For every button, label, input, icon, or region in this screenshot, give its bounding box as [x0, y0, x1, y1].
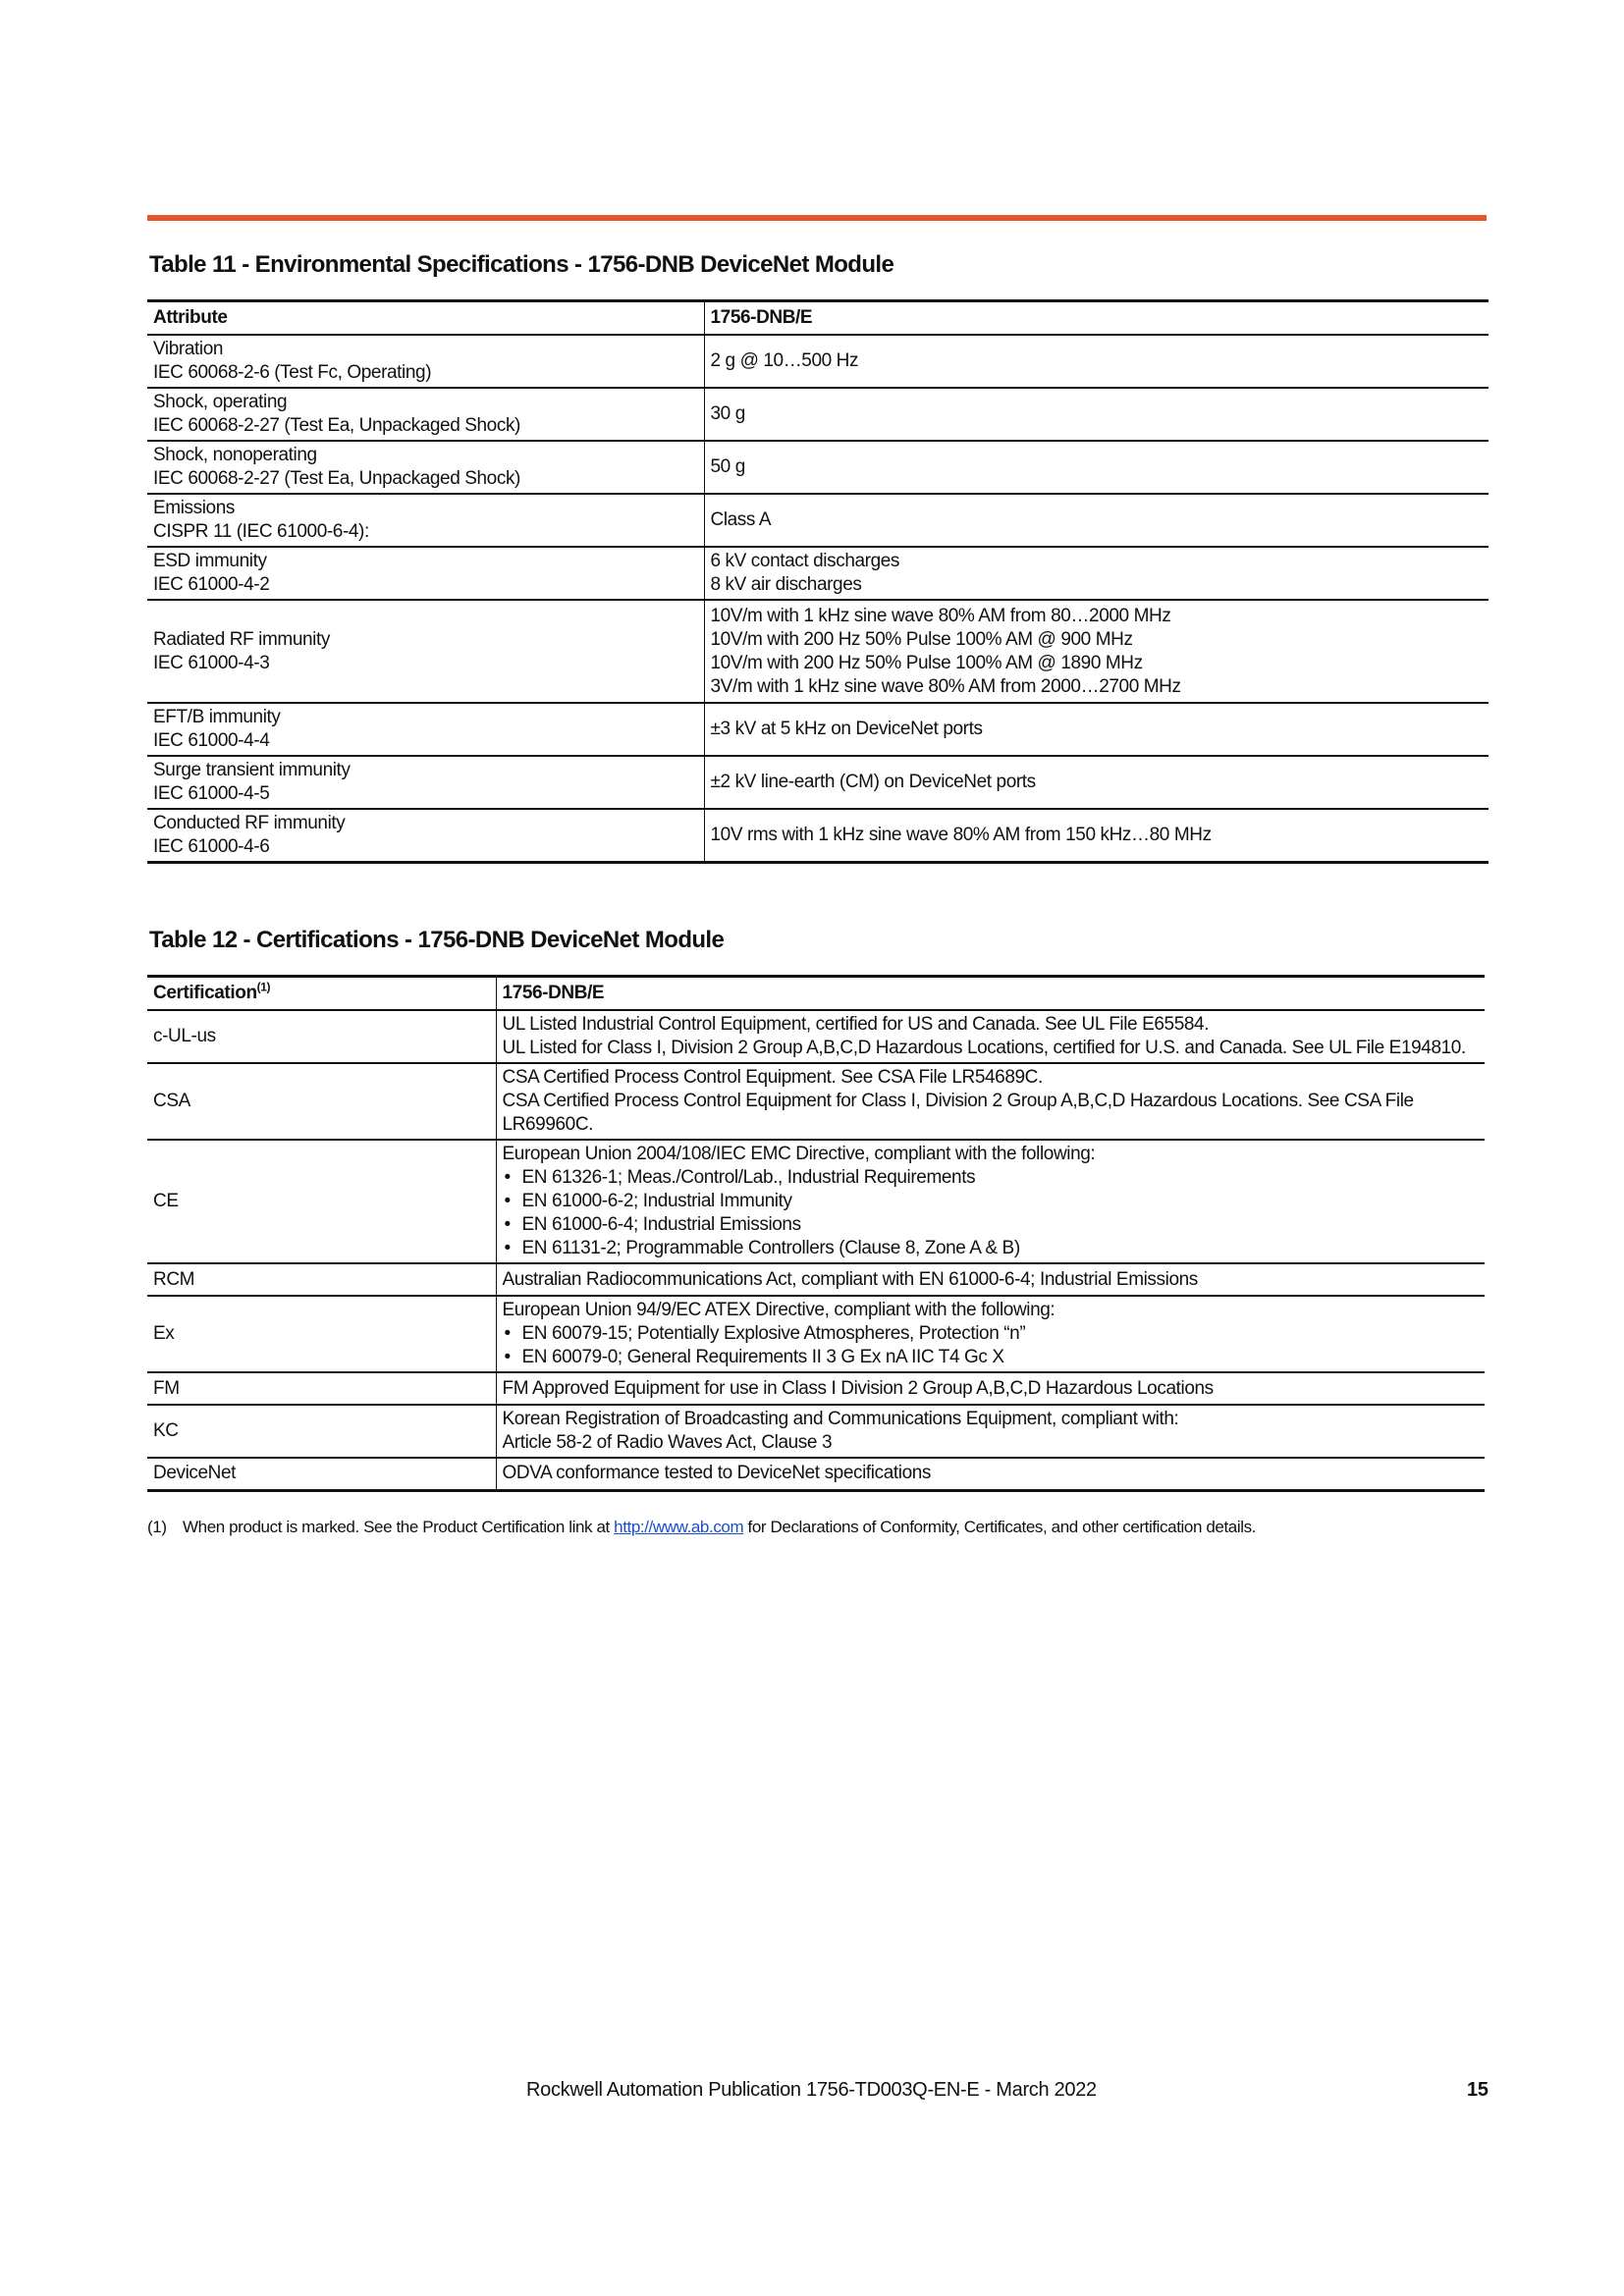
cell-line: Class A: [710, 509, 772, 530]
table-row: [147, 756, 1489, 809]
table-row: [147, 1372, 1485, 1405]
certification-detail-cell: [496, 1010, 1485, 1063]
certification-header-label: Certification: [153, 983, 257, 1003]
attribute-cell: [147, 494, 704, 547]
cell-line: European Union 94/9/EC ATEX Directive, compliant with the following:: [502, 1300, 1056, 1320]
table-row: [147, 441, 1489, 494]
attribute-cell: [147, 600, 704, 703]
cell-line: CSA Certified Process Control Equipment for Class I, Division 2 Group A,B,C,D Hazardous Locations. See CSA File LR69960C.: [502, 1091, 1414, 1135]
attribute-cell: [147, 703, 704, 756]
table-row: [147, 1063, 1485, 1140]
certification-cell: CSA: [147, 1063, 496, 1140]
certification-cell: c-UL-us: [147, 1010, 496, 1063]
certification-detail-cell: [496, 1063, 1485, 1140]
table-row: [147, 1140, 1485, 1263]
cell-line: ±2 kV line-earth (CM) on DeviceNet ports: [710, 772, 1036, 792]
cell-line: IEC 60068-2-27 (Test Ea, Unpackaged Shock): [153, 415, 520, 436]
cell-line: Shock, operating: [153, 392, 288, 412]
cell-line: Surge transient immunity: [153, 760, 351, 780]
value-cell: [704, 388, 1489, 441]
bullet-item: • EN 61000-6-4; Industrial Emissions: [503, 1213, 1480, 1237]
environmental-specs-table: [147, 299, 1489, 864]
value-cell: [704, 335, 1489, 388]
bullet-item: • EN 61000-6-2; Industrial Immunity: [503, 1190, 1480, 1213]
table-row: [147, 1010, 1485, 1063]
table-header-row: [147, 301, 1489, 336]
cell-line: CSA Certified Process Control Equipment. See CSA File LR54689C.: [502, 1067, 1043, 1088]
table12-caption: Table 12 - Certifications - 1756-DNB DeviceNet Module: [149, 927, 725, 953]
cell-line: FM Approved Equipment for use in Class I Division 2 Group A,B,C,D Hazardous Locations: [502, 1377, 1214, 1399]
certifications-body: [147, 1010, 1485, 1490]
table-row: [147, 494, 1489, 547]
cell-line: 10V/m with 200 Hz 50% Pulse 100% AM @ 1890 MHz: [710, 652, 1143, 673]
attribute-cell: [147, 547, 704, 600]
cell-line: IEC 60068-2-6 (Test Fc, Operating): [153, 362, 432, 383]
certification-cell: DeviceNet: [147, 1458, 496, 1490]
footnote-mark: (1): [256, 980, 271, 994]
table-row: [147, 335, 1489, 388]
cell-line: 50 g: [710, 456, 745, 477]
cell-line: IEC 61000-4-3: [153, 652, 270, 673]
table-row: [147, 1296, 1485, 1372]
certification-detail-cell: [496, 1140, 1485, 1263]
bullet-item: • EN 60079-0; General Requirements II 3 G Ex nA IIC T4 Gc X: [503, 1346, 1480, 1369]
cell-line: ±3 kV at 5 kHz on DeviceNet ports: [710, 719, 983, 739]
cell-line: UL Listed for Class I, Division 2 Group A,B,C,D Hazardous Locations, certified for U.S. and Canada. See UL File E194810.: [502, 1038, 1466, 1058]
cell-line: IEC 61000-4-5: [153, 783, 270, 804]
cell-line: Australian Radiocommunications Act, compliant with EN 61000-6-4; Industrial Emissions: [502, 1268, 1198, 1290]
cell-line: CISPR 11 (IEC 61000-6-4):: [153, 521, 369, 542]
table-row: [147, 703, 1489, 756]
page-number: 15: [1467, 2079, 1489, 2101]
table-header-row: [147, 977, 1485, 1011]
column-header-attribute: Attribute: [147, 301, 704, 336]
bullet-item: • EN 61131-2; Programmable Controllers (Clause 8, Zone A & B): [503, 1237, 1480, 1260]
table-row: [147, 388, 1489, 441]
cell-line: 10V rms with 1 kHz sine wave 80% AM from 150 kHz…80 MHz: [710, 825, 1212, 845]
column-header-module: 1756-DNB/E: [496, 977, 1485, 1011]
cell-line: Radiated RF immunity: [153, 628, 330, 650]
table-row: [147, 600, 1489, 703]
cell-line: IEC 61000-4-6: [153, 836, 270, 857]
cell-line: Shock, nonoperating: [153, 445, 317, 465]
cell-line: UL Listed Industrial Control Equipment, certified for US and Canada. See UL File E65584.: [502, 1014, 1210, 1035]
certification-cell: FM: [147, 1372, 496, 1405]
cell-line: Emissions: [153, 498, 235, 518]
publication-footer: Rockwell Automation Publication 1756-TD003Q-EN-E - March 2022: [526, 2079, 1097, 2101]
footnote-text-after: for Declarations of Conformity, Certificates, and other certification details.: [743, 1518, 1256, 1536]
attribute-cell: [147, 809, 704, 863]
table-row: [147, 1263, 1485, 1296]
cell-line: Conducted RF immunity: [153, 813, 346, 833]
value-cell: [704, 809, 1489, 863]
footnote-number: (1): [147, 1518, 167, 1536]
cell-line: 10V/m with 200 Hz 50% Pulse 100% AM @ 900 MHz: [710, 628, 1133, 650]
cell-line: Vibration: [153, 339, 224, 359]
cell-line: IEC 61000-4-2: [153, 574, 270, 595]
attribute-cell: [147, 441, 704, 494]
table-row: [147, 1405, 1485, 1458]
cell-line: European Union 2004/108/IEC EMC Directive, compliant with the following:: [502, 1144, 1096, 1164]
certification-detail-cell: [496, 1458, 1485, 1490]
bullet-item: • EN 60079-15; Potentially Explosive Atmospheres, Protection “n”: [503, 1322, 1480, 1346]
cell-line: EFT/B immunity: [153, 707, 281, 727]
certification-cell: KC: [147, 1405, 496, 1458]
value-cell: [704, 441, 1489, 494]
cell-line: ESD immunity: [153, 551, 267, 571]
certification-detail-cell: [496, 1405, 1485, 1458]
cell-line: IEC 61000-4-4: [153, 730, 270, 751]
product-certification-link[interactable]: http://www.ab.com: [614, 1518, 744, 1536]
certification-cell: CE: [147, 1140, 496, 1263]
certification-detail-cell: [496, 1296, 1485, 1372]
table-row: [147, 809, 1489, 863]
certification-detail-cell: [496, 1263, 1485, 1296]
cell-line: ODVA conformance tested to DeviceNet specifications: [502, 1463, 932, 1484]
value-cell: [704, 600, 1489, 703]
certification-detail-cell: [496, 1372, 1485, 1405]
certification-cell: Ex: [147, 1296, 496, 1372]
certifications-table: [147, 975, 1485, 1492]
cell-line: 6 kV contact discharges: [710, 551, 900, 571]
value-cell: [704, 494, 1489, 547]
column-header-certification: [147, 977, 496, 1011]
attribute-cell: [147, 756, 704, 809]
environmental-specs-body: [147, 335, 1489, 863]
cell-line: IEC 60068-2-27 (Test Ea, Unpackaged Shock): [153, 468, 520, 489]
table-row: [147, 1458, 1485, 1490]
footnote: [147, 1518, 1256, 1537]
value-cell: [704, 547, 1489, 600]
cell-line: 8 kV air discharges: [710, 574, 862, 595]
table-row: [147, 547, 1489, 600]
cell-line: Article 58-2 of Radio Waves Act, Clause 3: [502, 1432, 833, 1453]
value-cell: [704, 756, 1489, 809]
bullet-item: • EN 61326-1; Meas./Control/Lab., Industrial Requirements: [503, 1166, 1480, 1190]
column-header-module: 1756-DNB/E: [704, 301, 1489, 336]
attribute-cell: [147, 388, 704, 441]
cell-line: 10V/m with 1 kHz sine wave 80% AM from 80…2000 MHz: [710, 605, 1171, 626]
cell-line: 2 g @ 10…500 Hz: [710, 350, 859, 371]
value-cell: [704, 703, 1489, 756]
cell-line: 3V/m with 1 kHz sine wave 80% AM from 2000…2700 MHz: [710, 675, 1181, 697]
cell-line: 30 g: [710, 403, 745, 424]
attribute-cell: [147, 335, 704, 388]
footnote-text-before: When product is marked. See the Product Certification link at: [183, 1518, 615, 1536]
table11-caption: Table 11 - Environmental Specifications - 1756-DNB DeviceNet Module: [149, 251, 894, 278]
cell-line: Korean Registration of Broadcasting and Communications Equipment, compliant with:: [502, 1409, 1179, 1429]
header-accent-rule: [147, 215, 1487, 221]
certification-cell: RCM: [147, 1263, 496, 1296]
